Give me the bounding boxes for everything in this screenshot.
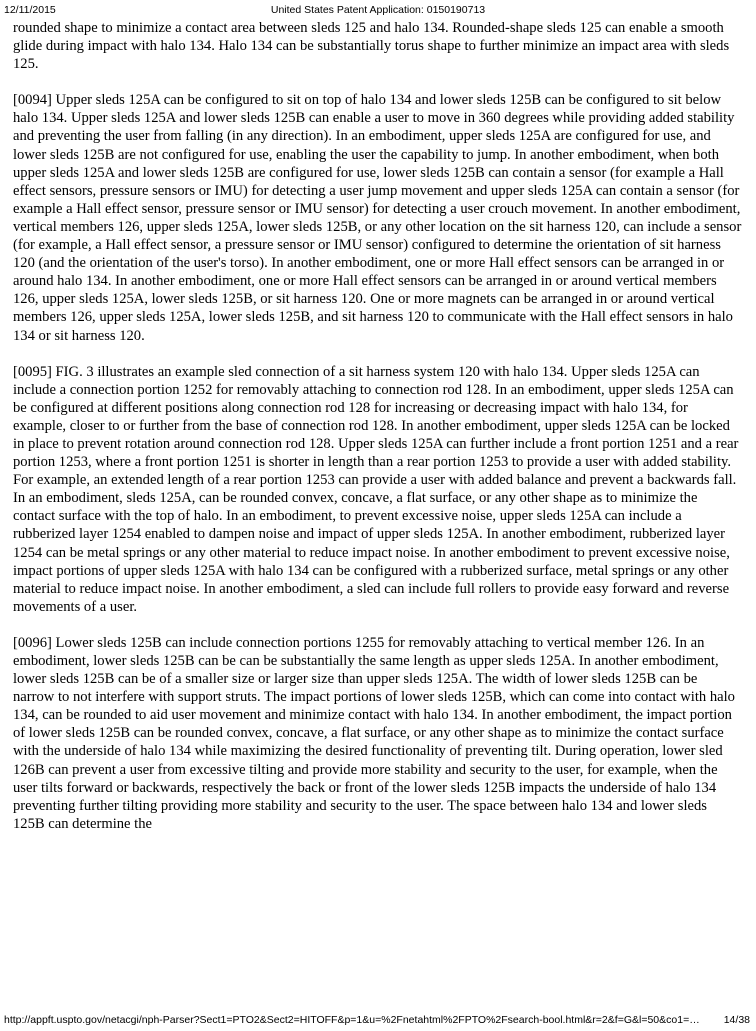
header-title: United States Patent Application: 0150190713 — [270, 4, 486, 16]
footer-url: http://appft.uspto.gov/netacgi/nph-Parser?Sect1=PTO2&Sect2=HITOFF&p=1&u=%2Fnetahtml%2FPTO%2Fsearch-bool.html&r=2&f=G&l=50&co1=… — [4, 1014, 700, 1026]
paragraph-0094: [0094] Upper sleds 125A can be configured to sit on top of halo 134 and lower sleds 125B can be configured to sit below halo 134. Upper sleds 125A and lower sleds 125B can enable a user to move in 360 degrees while providing added stability and preventing the user from falling (in any direction). In an embodiment, upper sleds 125A are configured for use, and lower sleds 125B are not configured for use, enabling the user the capability to jump. In another embodiment, when both upper sleds 125A and lower sleds 125B are configured for use, lower sleds 125B can contain a sensor (for example a Hall effect sensors, pressure sensors or IMU) for detecting a user jump movement and upper sleds 125A can contain a sensor (for example a Hall effect sensor, pressure sensor or IMU sensor) for detecting a user crouch movement. In another embodiment, vertical members 126, upper sleds 125A, lower sleds 125B, or any other location on the sit harness 120, can include a sensor (for example, a Hall effect sensor, a pressure sensor or IMU sensor) configured to determine the orientation of sit harness 120 (and the orientation of the user's torso). In another embodiment, one or more Hall effect sensors can be arranged in or around halo 134. In another embodiment, one or more Hall effect sensors can be arranged in or around vertical members 126, upper sleds 125A, lower sleds 125B, or sit harness 120. One or more magnets can be arranged in or around vertical members 126, upper sleds 125A, lower sleds 125B, and sit harness 120 to communicate with the Hall effect sensors in halo 134 or sit harness 120. — [13, 92, 742, 344]
paragraph-0095: [0095] FIG. 3 illustrates an example sled connection of a sit harness system 120 with halo 134. Upper sleds 125A can include a connection portion 1252 for removably attaching to connection rod 128. In an embodiment, upper sleds 125A can be configured at different positions along connection rod 128 for increasing or decreasing impact with halo 134, for example, closer to or further from the base of connection rod 128. In another embodiment, upper sleds 125A can be locked in place to prevent rotation around connection rod 128. Upper sleds 125A can further include a front portion 1251 and a rear portion 1253, where a front portion 1251 is shorter in length than a rear portion 1253 to provide a user with added stability. For example, an extended length of a rear portion 1253 can provide a user with added balance and prevent a backwards fall. In an embodiment, sleds 125A, can be rounded convex, concave, a flat surface, or any other shape as to minimize the contact surface with the top of halo. In an embodiment, to prevent excessive noise, upper sleds 125A can include a rubberized layer 1254 enabled to dampen noise and impact of upper sleds 125A. In another embodiment, rubberized layer 1254 can be metal springs or any other material to reduce impact noise. In another embodiment to prevent excessive noise, impact portions of upper sleds 125A with halo 134 can be configured with a rubberized surface, metal springs or any other material to reduce impact noise. In another embodiment, a sled can include full rollers to provide easy forward and reverse movements of a user. — [13, 363, 739, 615]
document-body — [13, 19, 742, 851]
page-header — [0, 3, 756, 17]
footer-page-number: 14/38 — [723, 1014, 750, 1026]
paragraph-0096: [0096] Lower sleds 125B can include connection portions 1255 for removably attaching to vertical member 126. In an embodiment, lower sleds 125B can be can be substantially the same length as upper sleds 125A. In another embodiment, lower sleds 125B can be of a smaller size or larger size than upper sleds 125A. The width of lower sleds 125B can be narrow to not interfere with support struts. The impact portions of lower sleds 125B, which can come into contact with halo 134, can be rounded to aid user movement and minimize contact with halo 134. In another embodiment, the impact portion of lower sleds 125B can be rounded convex, concave, a flat surface, or any other shape as to minimize the contact surface with the underside of halo 134 while maximizing the desired functionality of preventing tilt. During operation, lower sled 126B can prevent a user from excessive tilting and provide more stability and security to the user, for example, when the user tilts forward or backwards, respectively the back or front of the lower sleds 125B impacts the underside of halo 134 preventing further tilting providing more stability and security to the user. The space between halo 134 and lower sleds 125B can determine the — [13, 634, 735, 832]
header-date: 12/11/2015 — [4, 4, 56, 16]
page-footer — [0, 1013, 756, 1027]
paragraph-continuation: rounded shape to minimize a contact area between sleds 125 and halo 134. Rounded-shape sleds 125 can enable a smooth glide during impact with halo 134. Halo 134 can be substantially torus shape to further minimize an impact area with sleds 125. — [13, 20, 730, 73]
